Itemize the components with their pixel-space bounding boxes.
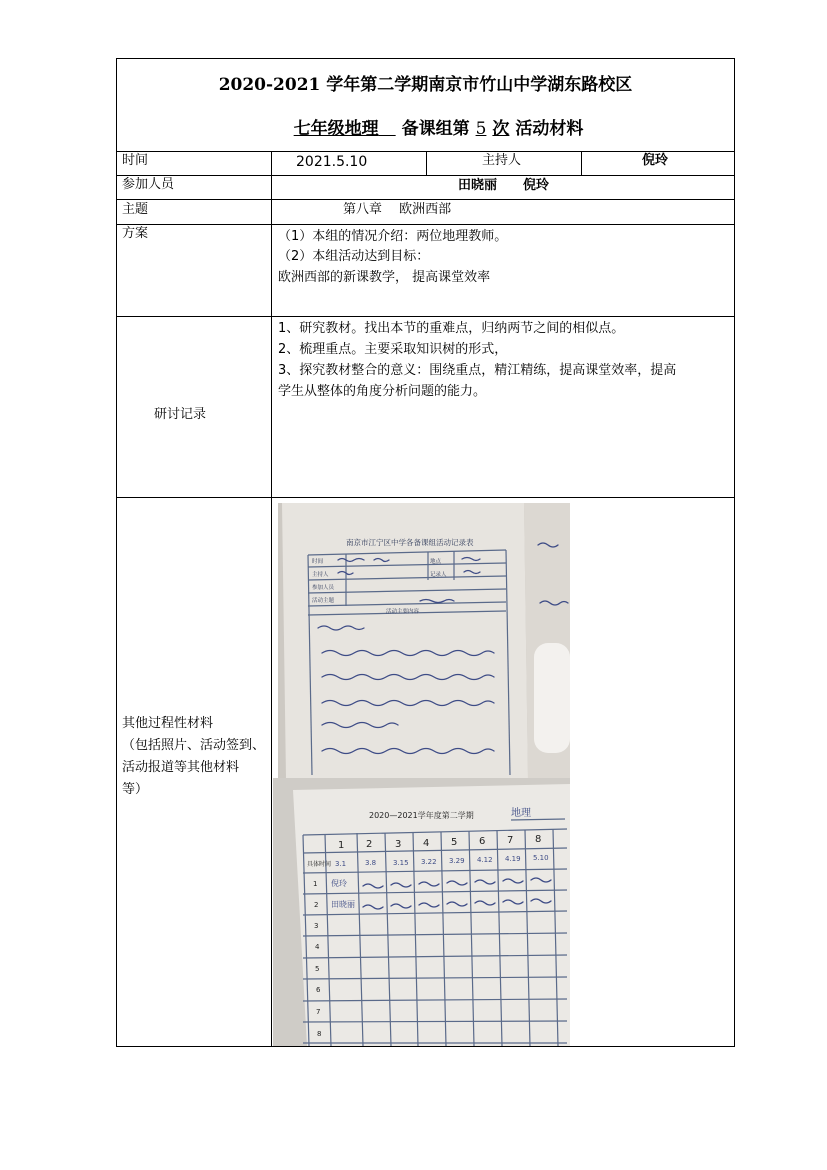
signin-col-number: 1	[338, 840, 345, 851]
form-field-place: 地点	[430, 559, 442, 565]
form-field-host: 主持人	[312, 572, 329, 578]
record-label: 研讨记录	[154, 407, 207, 422]
column-divider	[271, 151, 272, 1047]
group-text-b: 次	[492, 119, 510, 139]
group-text-a: 备课组第	[401, 119, 470, 139]
row-divider	[116, 316, 735, 317]
time-value: 2021.5.10	[296, 154, 368, 170]
row-divider	[116, 199, 735, 200]
form-field-topic: 活动主题	[312, 598, 335, 604]
signin-col-number: 4	[423, 838, 430, 849]
other-label-line: （包括照片、活动签到、	[122, 738, 266, 753]
photo-signin-sheet-image	[273, 778, 570, 1046]
column-divider	[581, 151, 582, 175]
signin-subject: 地理	[511, 808, 531, 819]
signin-col-number: 7	[507, 835, 514, 846]
topic-value: 第八章 欧洲西部	[343, 202, 452, 217]
document-subtitle	[116, 114, 735, 139]
column-divider	[426, 151, 427, 175]
signin-col-number: 5	[451, 837, 458, 848]
signin-col-number: 3	[395, 839, 402, 850]
signin-col-number: 8	[535, 834, 542, 845]
participants-label: 参加人员	[122, 177, 175, 192]
document	[116, 58, 735, 1047]
plan-label: 方案	[122, 226, 149, 241]
signin-date: 3.8	[365, 859, 377, 867]
session-number: 5	[475, 119, 487, 139]
host-value: 倪玲	[642, 153, 669, 168]
row-divider	[116, 497, 735, 498]
record-line: 2、梳理重点。主要采取知识树的形式，	[278, 342, 508, 357]
signin-row-number: 8	[317, 1030, 322, 1038]
plan-line: （2）本组活动达到目标：	[278, 249, 430, 264]
signin-row-number: 6	[316, 986, 321, 994]
group-text-c: 活动材料	[515, 119, 584, 139]
plan-line: 欧洲西部的新课教学， 提高课堂效率	[278, 270, 491, 285]
topic-label: 主题	[122, 202, 149, 217]
record-line: 1、研究教材。找出本节的重难点，归纳两节之间的相似点。	[278, 321, 625, 336]
photo-activity-record	[278, 503, 570, 779]
participants-value: 田晓丽 倪玲	[458, 178, 550, 193]
signin-col-number: 6	[479, 836, 486, 847]
signin-date: 3.1	[335, 860, 347, 868]
form-section-header: 活动主要内容	[386, 609, 420, 615]
row-divider	[116, 224, 735, 225]
signin-date: 4.12	[477, 856, 493, 864]
document-title: 2020-2021 学年第二学期南京市竹山中学湖东路校区	[218, 75, 633, 95]
photo-activity-record-image	[278, 503, 570, 779]
form-field-participants: 参加人员	[312, 585, 335, 591]
signin-name: 倪玲	[331, 879, 347, 888]
row-divider	[116, 175, 735, 176]
host-label: 主持人	[482, 153, 522, 168]
form-field-time: 时间	[312, 559, 324, 565]
signin-row-number: 5	[315, 965, 320, 973]
other-label-line: 等）	[122, 782, 149, 797]
form-title: 南京市江宁区中学各备课组活动记录表	[346, 538, 474, 547]
signin-date: 3.15	[393, 859, 409, 867]
other-label-line: 其他过程性材料	[122, 716, 214, 731]
signin-name: 田晓丽	[331, 900, 355, 909]
signin-row-number: 3	[314, 922, 319, 930]
time-label: 时间	[122, 153, 149, 168]
signin-date: 3.22	[421, 858, 437, 866]
signin-date: 5.10	[533, 854, 549, 862]
signin-col-number: 2	[366, 839, 373, 850]
signin-title: 2020—2021学年度第二学期	[369, 811, 474, 820]
signin-row-number: 2	[314, 901, 319, 909]
signin-row-number: 1	[313, 880, 318, 888]
plan-line: （1）本组的情况介绍：两位地理教师。	[278, 229, 508, 244]
signin-row-header: 具体时间	[307, 861, 332, 868]
record-line: 3、探究教材整合的意义：围绕重点，精江精练，提高课堂效率，提高	[278, 363, 677, 378]
photo-signin-sheet	[273, 778, 570, 1046]
other-label-line: 活动报道等其他材料	[122, 760, 240, 775]
record-line: 学生从整体的角度分析问题的能力。	[278, 384, 487, 399]
signin-row-number: 4	[315, 943, 320, 951]
subject-name: 七年级地理	[293, 119, 379, 139]
signin-row-number: 7	[316, 1008, 321, 1016]
signin-date: 3.29	[449, 857, 465, 865]
form-field-recorder: 记录人	[430, 572, 447, 578]
signin-date: 4.19	[505, 855, 521, 863]
